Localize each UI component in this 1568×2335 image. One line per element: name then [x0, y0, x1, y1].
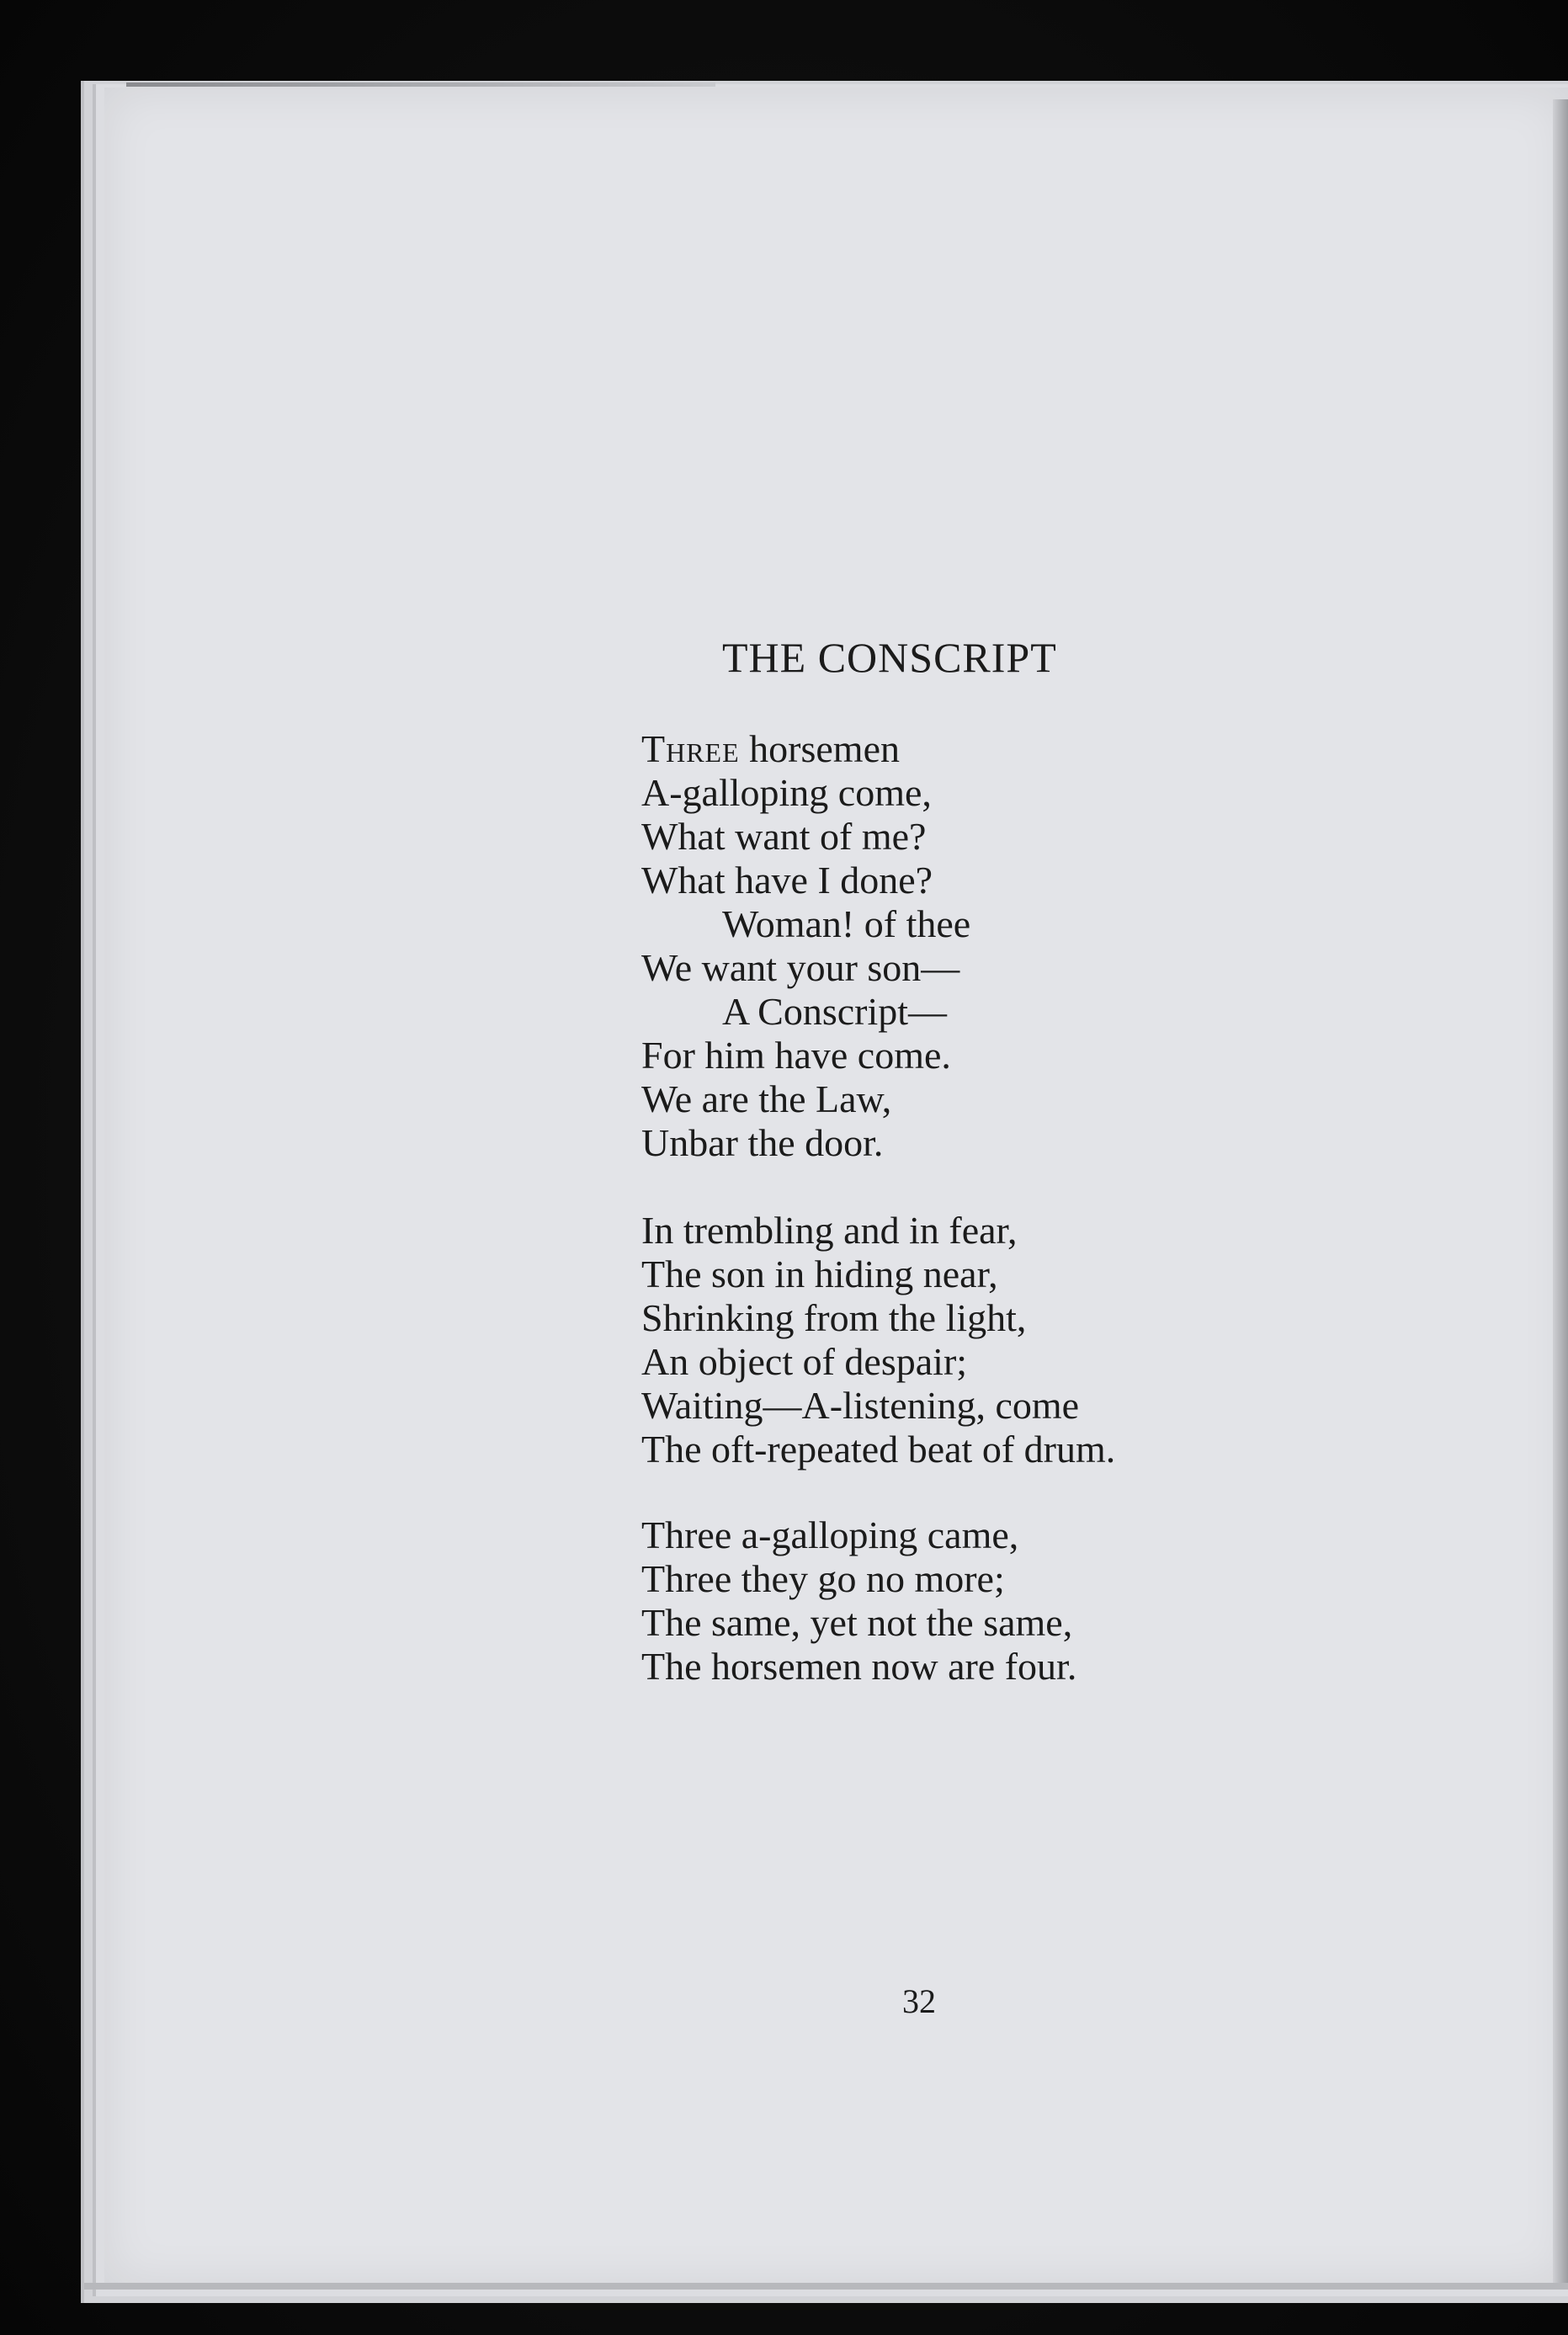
page-number: 32: [902, 1982, 936, 2020]
poem-line: Three a-galloping came,: [641, 1513, 1019, 1556]
poem-line: What want of me?: [641, 815, 927, 858]
poem-line: What have I done?: [641, 859, 933, 902]
book-page: [104, 88, 1568, 2286]
poem-line: [641, 727, 970, 771]
poem-line: For him have come.: [641, 1034, 951, 1077]
drop-word: Three: [641, 727, 740, 770]
poem-line: Woman! of thee: [722, 902, 971, 945]
poem-line: We are the Law,: [641, 1077, 892, 1120]
poem-line: The oft-repeated beat of drum.: [641, 1428, 1116, 1471]
page-bottom-edge: [84, 2283, 1568, 2290]
poem-line: Waiting—A-listening, come: [641, 1384, 1080, 1427]
stanza-1: [641, 727, 970, 1165]
stanza-3: [641, 1513, 1076, 1689]
poem-line: An object of despair;: [641, 1340, 968, 1383]
poem-line: In trembling and in fear,: [641, 1209, 1018, 1252]
poem-line: Unbar the door.: [641, 1121, 884, 1164]
poem-line: The son in hiding near,: [641, 1253, 998, 1295]
poem-title: THE CONSCRIPT: [722, 634, 1057, 681]
poem-line: The same, yet not the same,: [641, 1601, 1073, 1644]
stanza-2: [641, 1209, 1115, 1471]
poem-line: The horsemen now are four.: [641, 1645, 1077, 1688]
line-text: horsemen: [739, 727, 900, 770]
poem-line: Three they go no more;: [641, 1557, 1005, 1600]
poem-line: We want your son—: [641, 946, 960, 989]
page-top-edge: [126, 82, 715, 87]
poem-line: A-galloping come,: [641, 771, 932, 814]
poem-line: A Conscript—: [722, 990, 948, 1033]
poem-line: Shrinking from the light,: [641, 1296, 1027, 1339]
page-right-edge: [1553, 99, 1568, 2288]
